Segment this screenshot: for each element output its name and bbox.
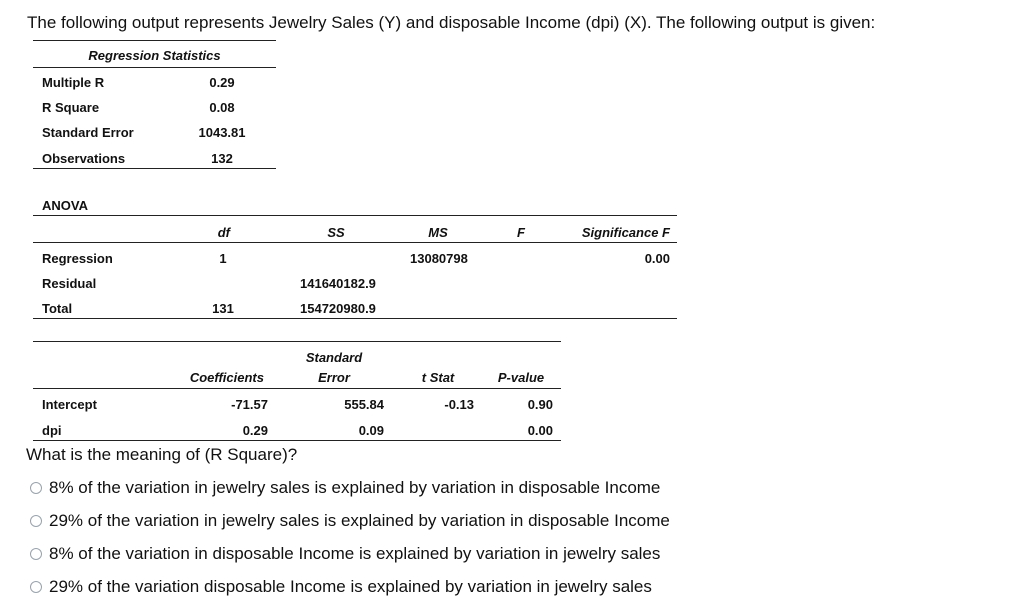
anova-cell-ms: 13080798 — [410, 251, 468, 266]
stat-label: R Square — [42, 100, 100, 115]
stat-value: 0.08 — [209, 100, 235, 115]
coef-header-rule — [33, 388, 561, 389]
anova-bottom-rule — [33, 318, 677, 319]
coef-row-label: dpi — [42, 423, 62, 438]
stat-value: 0.29 — [209, 75, 235, 90]
coef-cell-tstat: -0.13 — [444, 397, 474, 412]
coef-header-pvalue: P-value — [497, 370, 545, 385]
table-bottom-rule — [33, 168, 276, 169]
answer-option[interactable] — [30, 544, 660, 564]
coef-header-coefficients: Coefficients — [189, 370, 264, 385]
anova-header-df: df — [217, 225, 230, 240]
anova-row-label: Residual — [42, 276, 97, 291]
anova-cell-df: 1 — [219, 251, 227, 266]
answer-option[interactable] — [30, 577, 652, 597]
answer-option-label: 29% of the variation disposable Income is explained by variation in jewelry sales — [49, 577, 652, 596]
answer-option-label: 8% of the variation in jewelry sales is explained by variation in disposable Income — [49, 478, 661, 497]
coef-header-tstat: t Stat — [421, 370, 455, 385]
anova-row-label: Regression — [42, 251, 113, 266]
anova-header-f: F — [517, 225, 525, 240]
radio-button[interactable] — [30, 581, 42, 593]
stat-value: 132 — [211, 151, 233, 166]
stat-label: Standard Error — [42, 125, 134, 140]
anova-title: ANOVA — [42, 198, 88, 213]
coef-cell-standard-error: 0.09 — [358, 423, 384, 438]
answer-option[interactable] — [30, 478, 660, 498]
anova-row-label: Total — [42, 301, 73, 316]
anova-cell-ss: 154720980.9 — [300, 301, 376, 316]
stat-label: Observations — [42, 151, 126, 166]
stat-value: 1043.81 — [198, 125, 246, 140]
answer-option[interactable] — [30, 511, 670, 531]
coef-cell-coefficient: 0.29 — [242, 423, 268, 438]
radio-button[interactable] — [30, 548, 42, 560]
question-text: What is the meaning of (R Square)? — [26, 445, 298, 464]
coef-cell-coefficient: -71.57 — [231, 397, 268, 412]
anova-header-rule — [33, 242, 677, 243]
table-top-rule — [33, 40, 276, 41]
anova-cell-ss: 141640182.9 — [300, 276, 376, 291]
anova-cell-df: 131 — [212, 301, 234, 316]
stat-label: Multiple R — [42, 75, 105, 90]
radio-button[interactable] — [30, 482, 42, 494]
anova-header-ms: MS — [428, 225, 448, 240]
coef-header-se-line1: Standard — [305, 350, 363, 365]
anova-top-rule — [33, 215, 677, 216]
coef-cell-pvalue: 0.90 — [527, 397, 553, 412]
anova-cell-significance-f: 0.00 — [644, 251, 670, 266]
coef-header-se-line2: Error — [318, 370, 350, 385]
table-header-rule — [33, 67, 276, 68]
anova-header-ss: SS — [327, 225, 345, 240]
intro-text: The following output represents Jewelry Sales (Y) and disposable Income (dpi) (X). The following output is given: — [27, 13, 876, 32]
coef-top-rule — [33, 341, 561, 342]
anova-header-significance-f: Significance F — [581, 225, 670, 240]
regression-statistics-title: Regression Statistics — [88, 48, 221, 63]
answer-option-label: 8% of the variation in disposable Income is explained by variation in jewelry sales — [49, 544, 661, 563]
radio-button[interactable] — [30, 515, 42, 527]
coef-cell-pvalue: 0.00 — [527, 423, 553, 438]
coef-bottom-rule — [33, 440, 561, 441]
coef-cell-standard-error: 555.84 — [344, 397, 384, 412]
coef-row-label: Intercept — [42, 397, 97, 412]
answer-option-label: 29% of the variation in jewelry sales is explained by variation in disposable Income — [49, 511, 670, 530]
